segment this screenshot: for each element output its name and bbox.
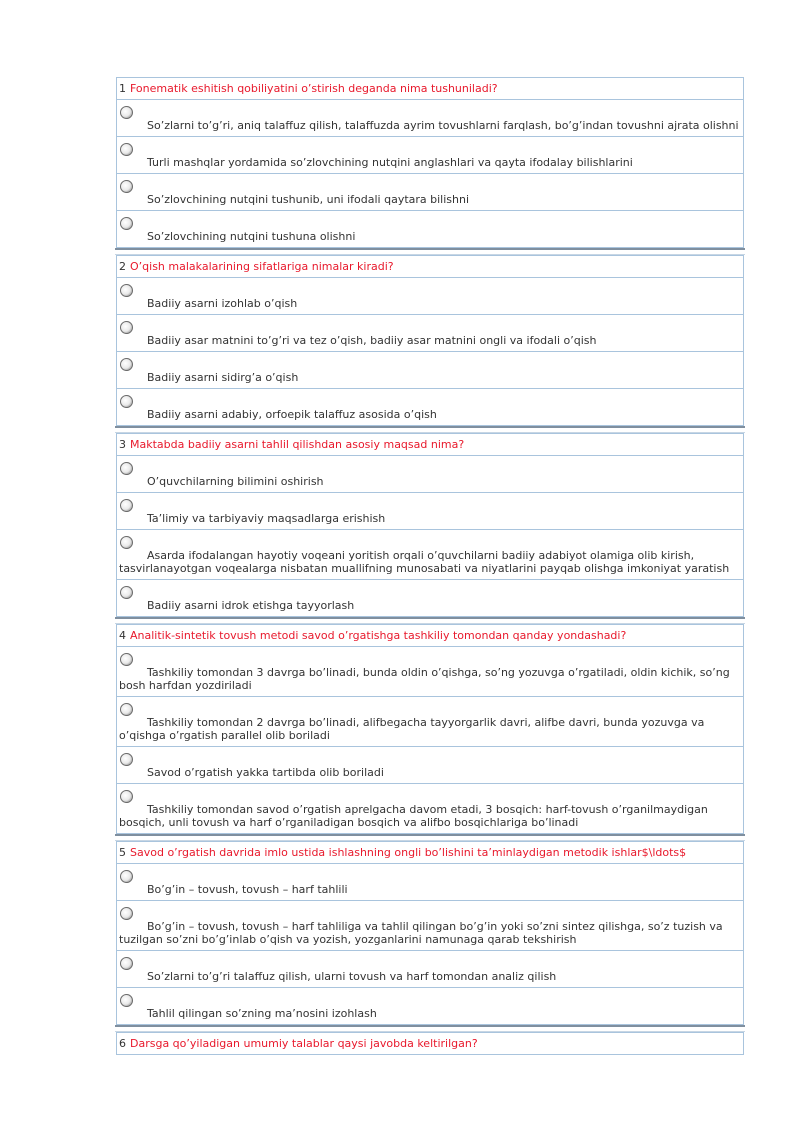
question-text: Maktabda badiiy asarni tahlil qilishdan asosiy maqsad nima?: [130, 438, 465, 451]
answer-option-text: Badiiy asar matnini to’g’ri va tez o’qish, badiiy asar matnini ongli va ifodali o’qish: [147, 334, 597, 347]
answer-option-text: Savod o’rgatish yakka tartibda olib boriladi: [147, 766, 384, 779]
answer-option[interactable]: [117, 864, 743, 901]
radio-button-icon[interactable]: [120, 106, 133, 119]
radio-button-icon[interactable]: [120, 499, 133, 512]
answer-option-text: So’zlovchining nutqini tushunib, uni ifodali qaytara bilishni: [147, 193, 470, 206]
radio-button-icon[interactable]: [120, 790, 133, 803]
answer-option-text: Badiiy asarni izohlab o’qish: [147, 297, 298, 310]
answer-option-text: Turli mashqlar yordamida so’zlovchining nutqini anglashlari va qayta ifodalay bilishlarini: [147, 156, 633, 169]
quiz-list: [116, 77, 744, 1055]
radio-button-icon[interactable]: [120, 284, 133, 297]
radio-button-icon[interactable]: [120, 870, 133, 883]
radio-button-icon[interactable]: [120, 907, 133, 920]
answer-option[interactable]: [117, 137, 743, 174]
answer-option[interactable]: [117, 580, 743, 617]
answer-option[interactable]: [117, 211, 743, 248]
question-header: [117, 77, 743, 100]
answer-option-text: Bo’g’in – tovush, tovush – harf tahlili: [147, 883, 348, 896]
radio-button-icon[interactable]: [120, 217, 133, 230]
answer-option[interactable]: [117, 784, 743, 834]
answer-option-text: Tashkiliy tomondan savod o’rgatish aprelgacha davom etadi, 3 bosqich: harf-tovush o’rganilmaydigan bosqich, unli tovush va harf o’rganiladigan bosqich va alifbo bosqichlariga bo’linadi: [119, 803, 708, 829]
answer-option-text: Bo’g’in – tovush, tovush – harf tahliliga va tahlil qilingan bo’g’in yoki so’zni sintez qilishga, so’z tuzish va tuzilgan so’zni bo’g’inlab o’qish va yozish, yozganlarini namunaga qarab tekshirish: [119, 920, 723, 946]
answer-option[interactable]: [117, 278, 743, 315]
question-header: [117, 841, 743, 864]
question-text: Analitik-sintetik tovush metodi savod o’rgatishga tashkiliy tomondan qanday yondashadi?: [130, 629, 627, 642]
question-text: Darsga qo’yiladigan umumiy talablar qaysi javobda keltirilgan?: [130, 1037, 478, 1050]
question-number: 3: [119, 438, 126, 451]
question-block: [116, 841, 744, 1025]
radio-button-icon[interactable]: [120, 143, 133, 156]
question-separator: [115, 1025, 745, 1032]
radio-button-icon[interactable]: [120, 358, 133, 371]
question-separator: [115, 248, 745, 255]
question-block: [116, 1032, 744, 1055]
answer-option[interactable]: [117, 697, 743, 747]
question-separator: [115, 834, 745, 841]
answer-option[interactable]: [117, 901, 743, 951]
answer-option-text: Tashkiliy tomondan 2 davrga bo’linadi, alifbegacha tayyorgarlik davri, alifbe davri, bunda yozuvga va o’qishga o’rgatish parallel olib boriladi: [119, 716, 705, 742]
answer-option-text: Asarda ifodalangan hayotiy voqeani yoritish orqali o’quvchilarni badiiy adabiyot olamiga olib kirish, tasvirlanayotgan voqealarga nisbatan muallifning munosabati va niyatlarini payqab olishga imkoniyat yaratish: [119, 549, 730, 575]
answer-option-text: Tahlil qilingan so’zning ma’nosini izohlash: [147, 1007, 377, 1020]
radio-button-icon[interactable]: [120, 462, 133, 475]
answer-option[interactable]: [117, 647, 743, 697]
question-text: O’qish malakalarining sifatlariga nimalar kiradi?: [130, 260, 394, 273]
answer-option-text: Badiiy asarni idrok etishga tayyorlash: [147, 599, 355, 612]
question-separator: [115, 426, 745, 433]
radio-button-icon[interactable]: [120, 994, 133, 1007]
radio-button-icon[interactable]: [120, 321, 133, 334]
answer-option[interactable]: [117, 174, 743, 211]
answer-option-text: Tashkiliy tomondan 3 davrga bo’linadi, bunda oldin o’qishga, so’ng yozuvga o’rgatiladi, oldin kichik, so’ng bosh harfdan yozdiriladi: [119, 666, 730, 692]
radio-button-icon[interactable]: [120, 395, 133, 408]
question-number: 1: [119, 82, 126, 95]
answer-option[interactable]: [117, 493, 743, 530]
question-number: 2: [119, 260, 126, 273]
answer-option-text: Badiiy asarni sidirg’a o’qish: [147, 371, 299, 384]
radio-button-icon[interactable]: [120, 653, 133, 666]
question-text: Savod o’rgatish davrida imlo ustida ishlashning ongli bo’lishini ta’minlaydigan metodik ishlar$\ldots$: [130, 846, 687, 859]
question-number: 4: [119, 629, 126, 642]
question-number: 6: [119, 1037, 126, 1050]
answer-option-text: So’zlovchining nutqini tushuna olishni: [147, 230, 356, 243]
answer-option-text: Ta’limiy va tarbiyaviy maqsadlarga erishish: [147, 512, 386, 525]
radio-button-icon[interactable]: [120, 536, 133, 549]
question-header: [117, 255, 743, 278]
radio-button-icon[interactable]: [120, 586, 133, 599]
answer-option[interactable]: [117, 951, 743, 988]
answer-option[interactable]: [117, 352, 743, 389]
answer-option-text: Badiiy asarni adabiy, orfoepik talaffuz asosida o’qish: [147, 408, 437, 421]
radio-button-icon[interactable]: [120, 703, 133, 716]
question-block: [116, 624, 744, 834]
question-header: [117, 624, 743, 647]
radio-button-icon[interactable]: [120, 957, 133, 970]
question-block: [116, 255, 744, 426]
question-block: [116, 433, 744, 617]
answer-option-text: So’zlarni to’g’ri talaffuz qilish, ularni tovush va harf tomondan analiz qilish: [147, 970, 557, 983]
answer-option[interactable]: [117, 988, 743, 1025]
answer-option[interactable]: [117, 389, 743, 426]
answer-option[interactable]: [117, 456, 743, 493]
answer-option[interactable]: [117, 747, 743, 784]
answer-option[interactable]: [117, 100, 743, 137]
answer-option[interactable]: [117, 315, 743, 352]
question-separator: [115, 617, 745, 624]
question-header: [117, 433, 743, 456]
question-text: Fonematik eshitish qobiliyatini o’stirish deganda nima tushuniladi?: [130, 82, 498, 95]
answer-option-text: So’zlarni to’g’ri, aniq talaffuz qilish, talaffuzda ayrim tovushlarni farqlash, bo’g’indan tovushni ajrata olishni: [147, 119, 739, 132]
radio-button-icon[interactable]: [120, 753, 133, 766]
answer-option-text: O’quvchilarning bilimini oshirish: [147, 475, 324, 488]
radio-button-icon[interactable]: [120, 180, 133, 193]
question-number: 5: [119, 846, 126, 859]
question-header: [117, 1032, 743, 1055]
question-block: [116, 77, 744, 248]
answer-option[interactable]: [117, 530, 743, 580]
